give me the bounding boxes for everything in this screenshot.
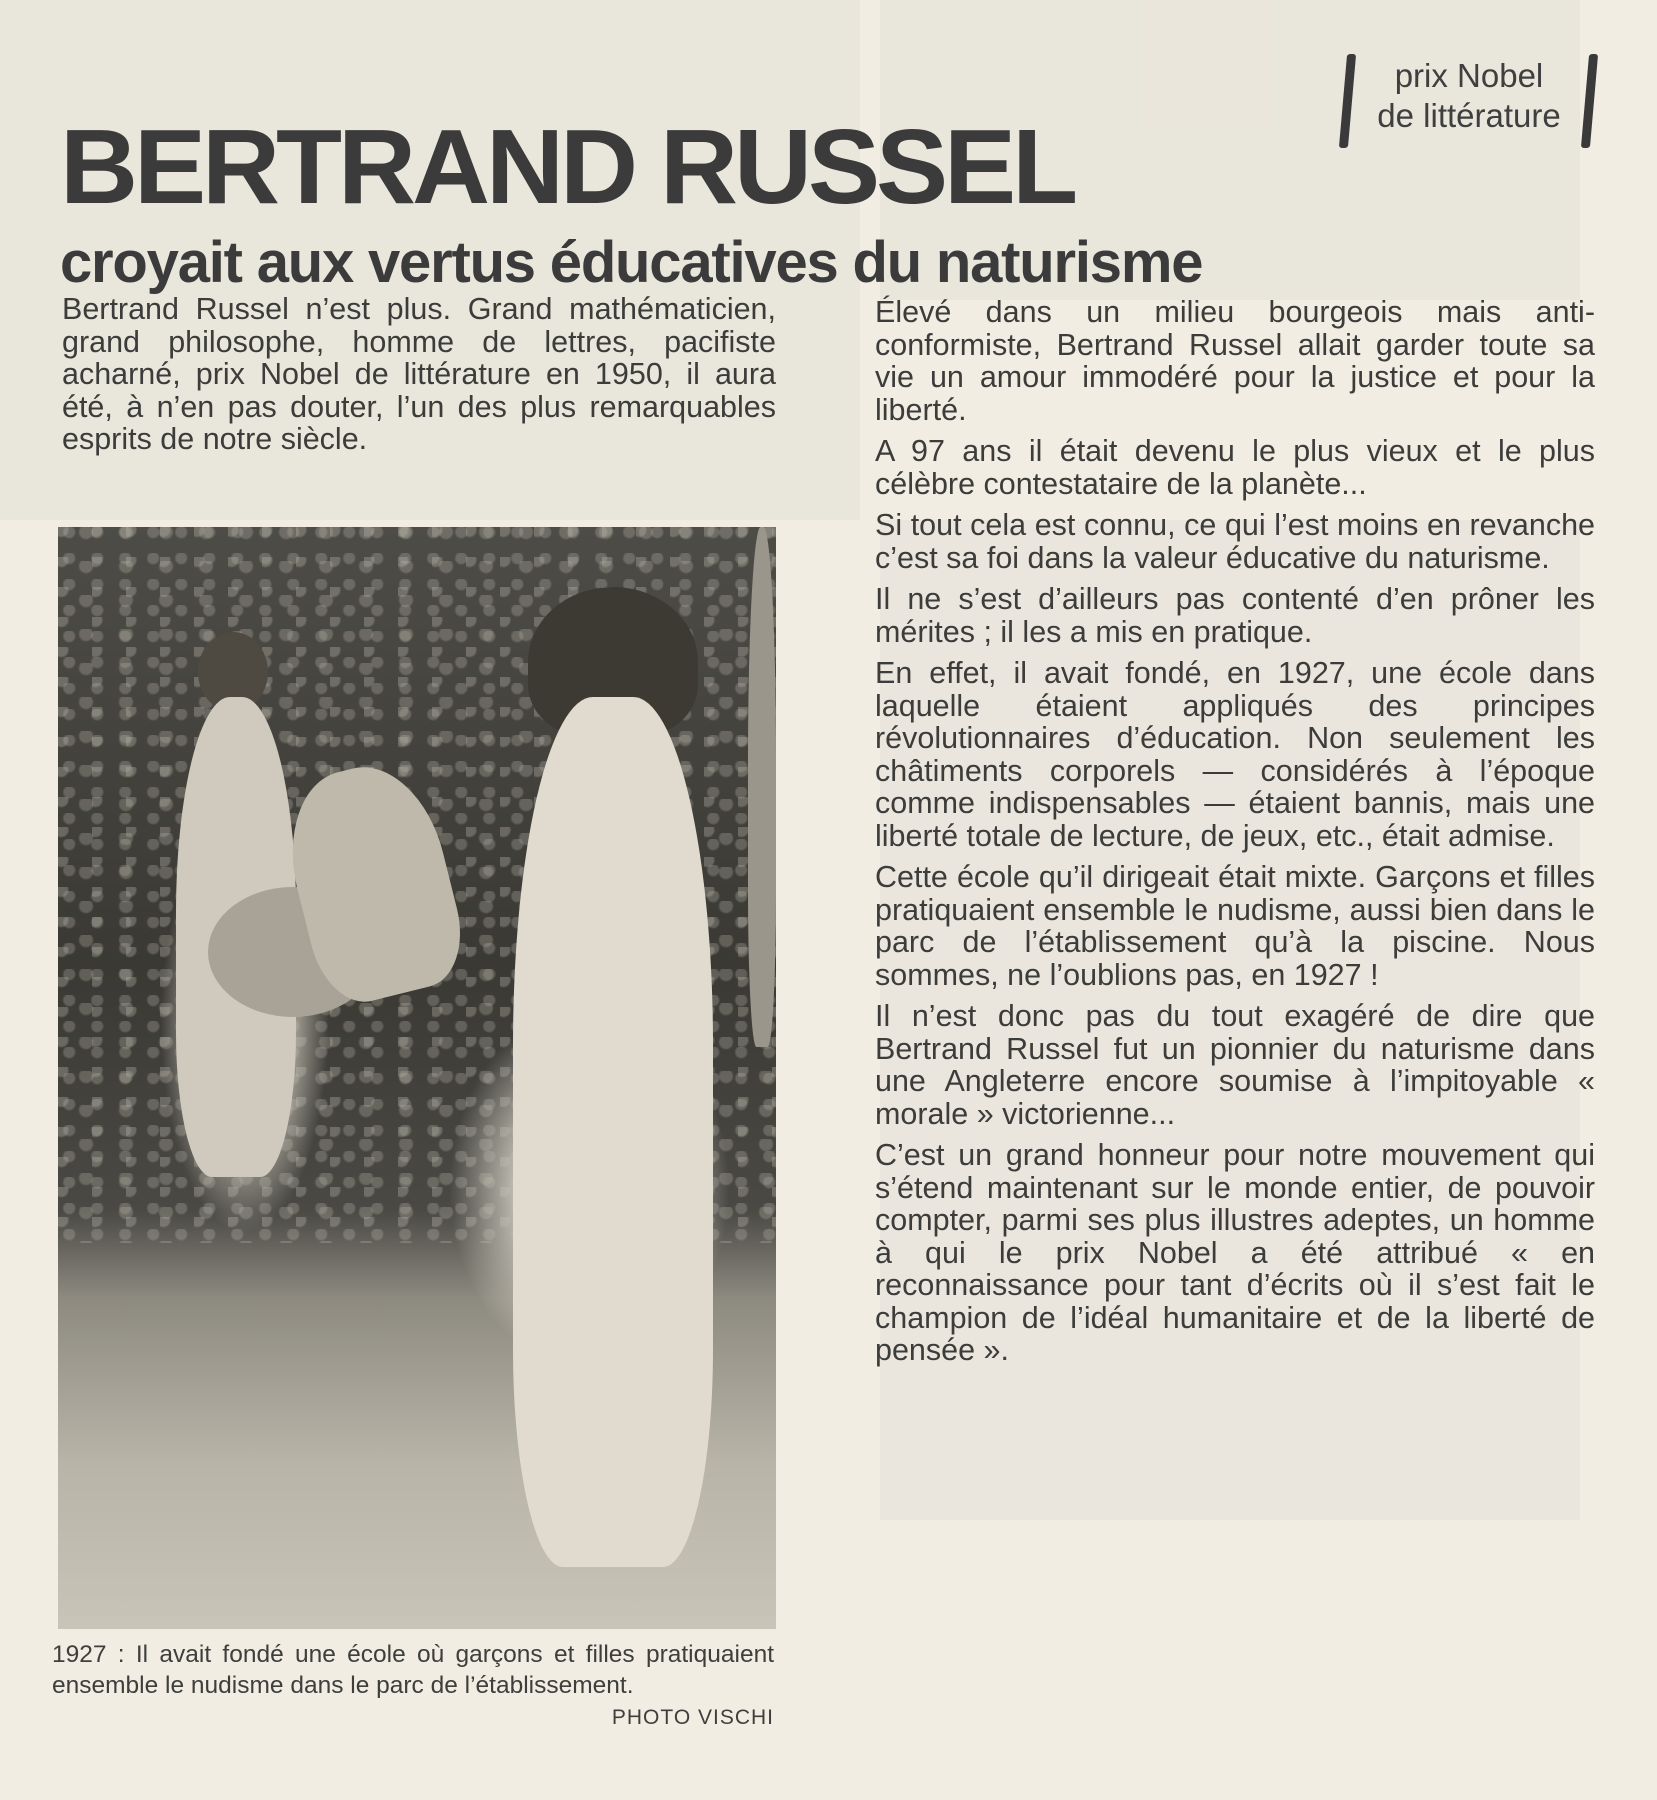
article-header bbox=[60, 44, 1605, 227]
body-paragraph-1: Élevé dans un milieu bourgeois mais anti-conformiste, Bertrand Russel allait garder toute sa vie un amour immodéré pour la justice et pour la liberté. bbox=[875, 295, 1595, 427]
photo-tree-trunk bbox=[748, 527, 776, 1047]
article-title: BERTRAND RUSSEL bbox=[60, 108, 1075, 227]
body-paragraph-2: A 97 ans il était devenu le plus vieux et le plus célèbre contestataire de la planète... bbox=[875, 434, 1595, 501]
article-subtitle: croyait aux vertus éducatives du naturisme bbox=[60, 230, 1203, 296]
intro-paragraph: Bertrand Russel n’est plus. Grand mathématicien, grand philosophe, homme de lettres, pacifiste acharné, prix Nobel de littérature en 1950, il aura été, à n’en pas douter, l’un des plus remarquables esprits de notre siècle. bbox=[62, 292, 776, 456]
right-bracket-icon bbox=[1581, 54, 1598, 148]
photo-caption bbox=[52, 1640, 774, 1734]
body-paragraph-7: Il n’est donc pas du tout exagéré de dire que Bertrand Russel fut un pionnier du naturisme dans une Angleterre encore soumise à l’impitoyable « morale » victorienne... bbox=[875, 999, 1595, 1131]
right-column bbox=[875, 296, 1595, 1376]
body-paragraph-6: Cette école qu’il dirigeait était mixte. Garçons et filles pratiquaient ensemble le nudisme, aussi bien dans le parc de l’établissement qu’à la piscine. Nous sommes, ne l’oublions pas, en 1927 ! bbox=[875, 860, 1595, 992]
left-bracket-icon bbox=[1339, 54, 1356, 148]
award-note-line1: prix Nobel bbox=[1394, 57, 1544, 94]
body-paragraph-3: Si tout cela est connu, ce qui l’est moins en revanche c’est sa foi dans la valeur éducative du naturisme. bbox=[875, 508, 1595, 575]
body-paragraph-8: C’est un grand honneur pour notre mouvement qui s’étend maintenant sur le monde entier, de pouvoir compter, parmi ses plus illustres adeptes, un homme à qui le prix Nobel a été attribué « en reconnaissance pour tant d’écrits où il s’est fait le champion de l’idéal humanitaire et de la liberté de pensée ». bbox=[875, 1138, 1595, 1367]
body-paragraph-5: En effet, il avait fondé, en 1927, une école dans laquelle étaient appliqués des principes révolutionnaires d’éducation. Non seulement les châtiments corporels — considérés à l’époque comme indispensables — étaient bannis, mais une liberté totale de lecture, de jeux, etc., était admise. bbox=[875, 656, 1595, 853]
left-column bbox=[62, 293, 776, 465]
award-note-text bbox=[1369, 56, 1569, 136]
photo-credit: PHOTO VISCHI bbox=[611, 1706, 774, 1729]
photo-caption-text: 1927 : Il avait fondé une école où garçons et filles pratiquaient ensemble le nudisme dans le parc de l’établissement. bbox=[52, 1641, 774, 1699]
article-photo bbox=[58, 527, 776, 1629]
award-note bbox=[1285, 50, 1600, 158]
award-note-line2: de littérature bbox=[1377, 97, 1561, 134]
photo-figure-right bbox=[513, 697, 713, 1567]
body-paragraph-4: Il ne s’est d’ailleurs pas contenté d’en prôner les mérites ; il les a mis en pratique. bbox=[875, 582, 1595, 649]
